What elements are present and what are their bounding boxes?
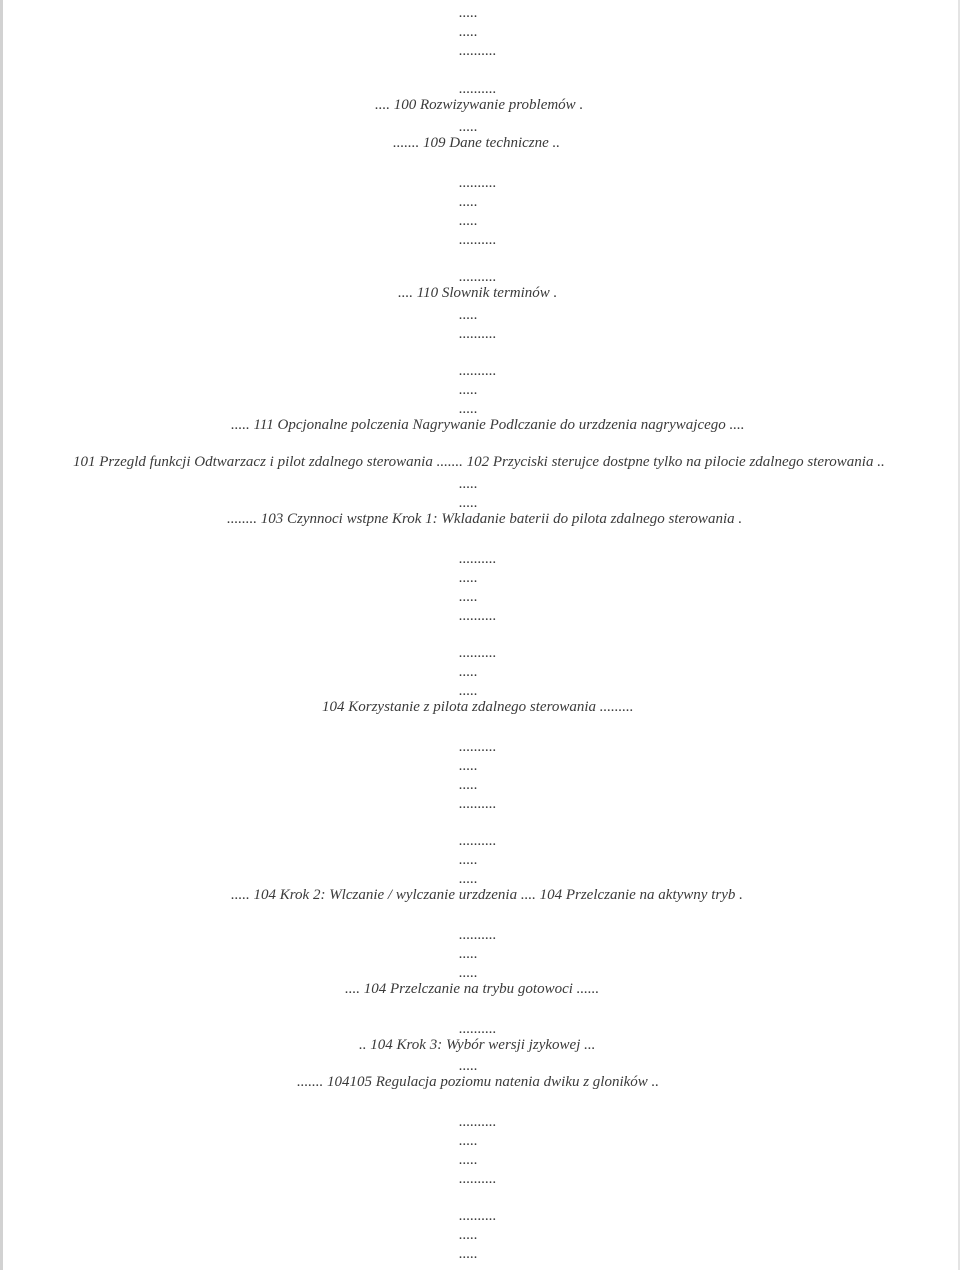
toc-leader-dots: .......... (459, 1021, 497, 1037)
toc-leader-dots: ..... (459, 570, 478, 586)
toc-entry: .... 104 Przelczanie na trybu gotowoci ...... (345, 981, 600, 997)
toc-entry: .... 100 Rozwizywanie problemów . (375, 97, 584, 113)
toc-leader-dots: ..... (459, 1246, 478, 1262)
toc-leader-dots: .......... (459, 1171, 497, 1187)
toc-leader-dots: .......... (459, 363, 497, 379)
toc-leader-dots: .......... (459, 551, 497, 567)
toc-leader-dots: .......... (459, 739, 497, 755)
toc-leader-dots: ..... (459, 194, 478, 210)
toc-leader-dots: ..... (459, 24, 478, 40)
toc-entry: 101 Przegld funkcji Odtwarzacz i pilot zdalnego sterowania ....... 102 Przyciski sterujce dostpne tylko na pilocie zdalnego sterowania .. (73, 454, 885, 470)
toc-leader-dots: ..... (459, 589, 478, 605)
toc-entry: 104 Korzystanie z pilota zdalnego sterowania ......... (322, 699, 634, 715)
page-left-edge (0, 0, 3, 1270)
toc-entry: ....... 104105 Regulacja poziomu natenia dwiku z gloników .. (297, 1074, 660, 1090)
toc-leader-dots: .......... (459, 81, 497, 97)
toc-entry: ..... 111 Opcjonalne polczenia Nagrywanie Podlczanie do urzdzenia nagrywajcego .... (231, 417, 745, 433)
toc-leader-dots: ..... (459, 5, 478, 21)
toc-leader-dots: ..... (459, 852, 478, 868)
toc-leader-dots: .......... (459, 1114, 497, 1130)
toc-leader-dots: ..... (459, 382, 478, 398)
toc-leader-dots: .......... (459, 833, 497, 849)
toc-leader-dots: ..... (459, 1227, 478, 1243)
toc-leader-dots: ..... (459, 871, 478, 887)
toc-leader-dots: ..... (459, 965, 478, 981)
toc-leader-dots: ..... (459, 307, 478, 323)
toc-leader-dots: ..... (459, 495, 478, 511)
toc-leader-dots: .......... (459, 796, 497, 812)
toc-entry: .. 104 Krok 3: Wybór wersji jzykowej ... (359, 1037, 596, 1053)
toc-entry: .... 110 Slownik terminów . (398, 285, 558, 301)
toc-leader-dots: .......... (459, 269, 497, 285)
toc-leader-dots: ..... (459, 476, 478, 492)
toc-leader-dots: .......... (459, 43, 497, 59)
toc-leader-dots: .......... (459, 927, 497, 943)
toc-leader-dots: ..... (459, 119, 478, 135)
toc-leader-dots: .......... (459, 232, 497, 248)
toc-leader-dots: ..... (459, 1133, 478, 1149)
toc-leader-dots: .......... (459, 1208, 497, 1224)
toc-entry: ....... 109 Dane techniczne .. (393, 135, 561, 151)
toc-leader-dots: ..... (459, 1152, 478, 1168)
toc-entry: ..... 104 Krok 2: Wlczanie / wylczanie urzdzenia .... 104 Przelczanie na aktywny tryb . (231, 887, 743, 903)
toc-leader-dots: ..... (459, 213, 478, 229)
toc-leader-dots: ..... (459, 683, 478, 699)
toc-leader-dots: ..... (459, 1058, 478, 1074)
toc-leader-dots: ..... (459, 946, 478, 962)
toc-leader-dots: .......... (459, 326, 497, 342)
toc-leader-dots: .......... (459, 608, 497, 624)
toc-leader-dots: .......... (459, 175, 497, 191)
toc-leader-dots: ..... (459, 777, 478, 793)
toc-leader-dots: ..... (459, 664, 478, 680)
toc-leader-dots: ..... (459, 758, 478, 774)
toc-leader-dots: ..... (459, 401, 478, 417)
toc-leader-dots: .......... (459, 645, 497, 661)
toc-entry: ........ 103 Czynnoci wstpne Krok 1: Wkladanie baterii do pilota zdalnego sterowania . (227, 511, 743, 527)
